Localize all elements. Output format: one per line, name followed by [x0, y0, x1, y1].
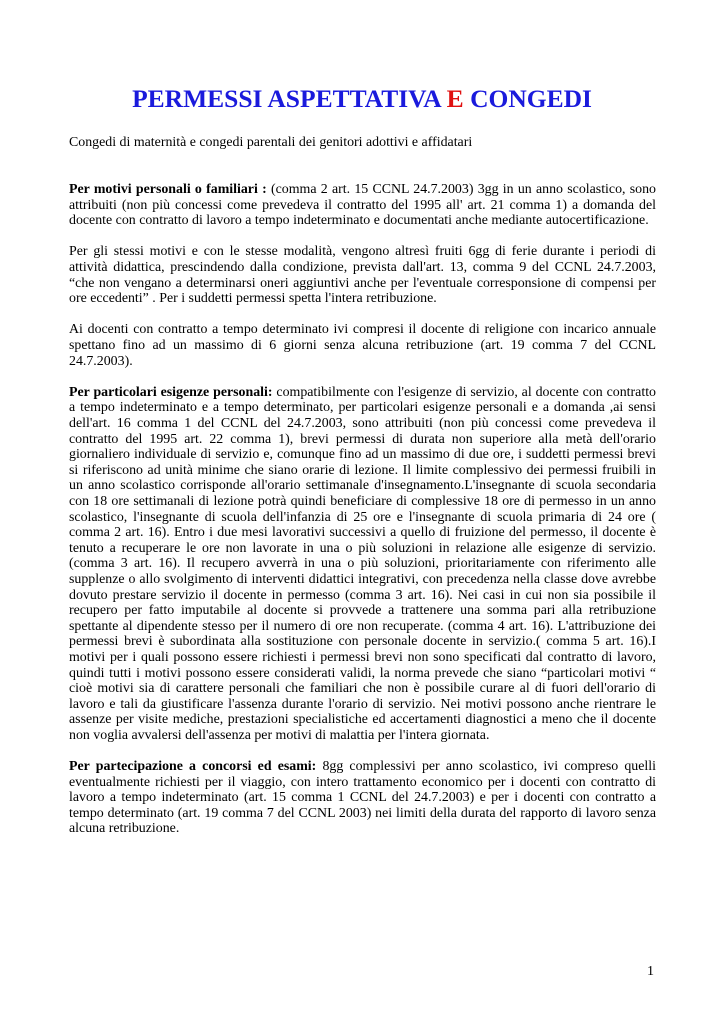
- section-fixed-term-teachers: [69, 322, 656, 369]
- section-text: compatibilmente con l'esigenze di servizio, al docente con contratto a tempo indeterminato e a tempo determinato, per particolari esigenze personali e a domanda ,ai sensi dell'art. 16 comma 1 del CCNL del 24.7.2003, sono attribuiti (non più concessi come prevedeva il contratto del 1995 art. 22 comma 1), brevi permessi di durata non superiore alla metà dell'orario giornaliero individuale di servizio e, comunque fino ad un massimo di due ore, i suddetti permessi brevi si riferiscono ad unità minime che siano orarie di lezione. Il limite complessivo dei permessi fruibili in un anno scolastico corrisponde all'orario settimanale d'insegnamento.L'insegnante di scuola secondaria con 18 ore settimanali di lezione potrà quindi beneficiare di complessive 18 ore di permesso in un anno scolastico, l'insegnante di scuola dell'infanzia di 25 ore e l'insegnante di scuola primaria di 24 ore ( comma 2 art. 16). Entro i due mesi lavorativi successivi a quello di fruizione del permesso, il docente è tenuto a recuperare le ore non lavorate in una o più soluzioni in relazione alle esigenze di servizio. (comma 3 art. 16). Il recupero avverrà in una o più soluzioni, prioritariamente con riferimento alle supplenze o allo svolgimento di interventi didattici integrativi, con precedenza nella classe dove avrebbe dovuto prestare servizio il docente in permesso (comma 3 art. 16). Nei casi in cui non sia possibile il recupero per fatto imputabile al docente si provvede a trattenere una somma pari alla retribuzione spettante al dipendente stesso per il numero di ore non recuperate. (comma 4 art. 16). L'attribuzione dei permessi brevi è subordinata alla sostituzione con personale docente in servizio.( comma 5 art. 16).I motivi per i quali possono essere richiesti i permessi brevi non sono specificati dal contratto di lavoro, quindi tutti i motivi possono essere considerati validi, la norma prevede che siano “particolari motivi “ cioè motivi sia di carattere personali che familiari che non è possibile curare al di fuori dell'orario di lavoro e tali da giustificare l'assenza durante l'orario di servizio. Nei motivi possono anche rientrare le assenze per visite mediche, prestazioni specialistiche ed accertamenti diagnostici a meno che il docente non voglia avvalersi dell'assenza per motivi di malattia per l'intera giornata.: [69, 384, 656, 743]
- title-part-1: PERMESSI ASPETTATIVA: [132, 84, 447, 113]
- page-number: 1: [647, 964, 654, 979]
- title-part-3: CONGEDI: [463, 84, 592, 113]
- section-text: Ai docenti con contratto a tempo determinato ivi compresi il docente di religione con incarico annuale spettano fino ad un massimo di 6 giorni senza alcuna retribuzione (art. 19 comma 7 del CCNL 24.7.2003).: [69, 322, 656, 369]
- section-particular-personal-needs: [69, 385, 656, 744]
- section-personal-family-reasons: [69, 182, 656, 229]
- document-title: [0, 84, 724, 114]
- section-heading: Per particolari esigenze personali:: [69, 384, 273, 400]
- section-holiday-days: [69, 244, 656, 306]
- document-subtitle: Congedi di maternità e congedi parentali dei genitori adottivi e affidatari: [69, 135, 473, 150]
- section-competitions-exams: [69, 759, 656, 837]
- document-body: [69, 135, 656, 837]
- section-heading: Per motivi personali o familiari :: [69, 182, 267, 198]
- title-part-2: E: [446, 84, 464, 113]
- section-heading: Per partecipazione a concorsi ed esami:: [69, 759, 317, 775]
- section-text: 8gg complessivi per anno scolastico, ivi compreso quelli eventualmente richiesti per il viaggio, con intero trattamento economico per i docenti con contratto di lavoro a tempo indeterminato (art. 15 comma 1 CCNL del 24.7.2003) e per i docenti con contratto a tempo determinato (art. 19 comma 7 del CCNL 2003) nei limiti della durata del rapporto di lavoro senza alcuna retribuzione.: [69, 759, 656, 837]
- section-text: (comma 2 art. 15 CCNL 24.7.2003) 3gg in un anno scolastico, sono attribuiti (non più concessi come prevedeva il contratto del 1995 all' art. 21 comma 1) a domanda del docente con contratto di lavoro a tempo indeterminato e documentati anche mediante autocertificazione.: [69, 182, 656, 229]
- section-text: Per gli stessi motivi e con le stesse modalità, vengono altresì fruiti 6gg di ferie durante i periodi di attività didattica, prescindendo dalla condizione, prevista dall'art. 13, comma 9 del CCNL 24.7.2003, “che non vengano a determinarsi oneri aggiuntivi anche per l'eventuale corresponsione di compensi per ore eccedenti” . Per i suddetti permessi spetta l'intera retribuzione.: [69, 244, 656, 307]
